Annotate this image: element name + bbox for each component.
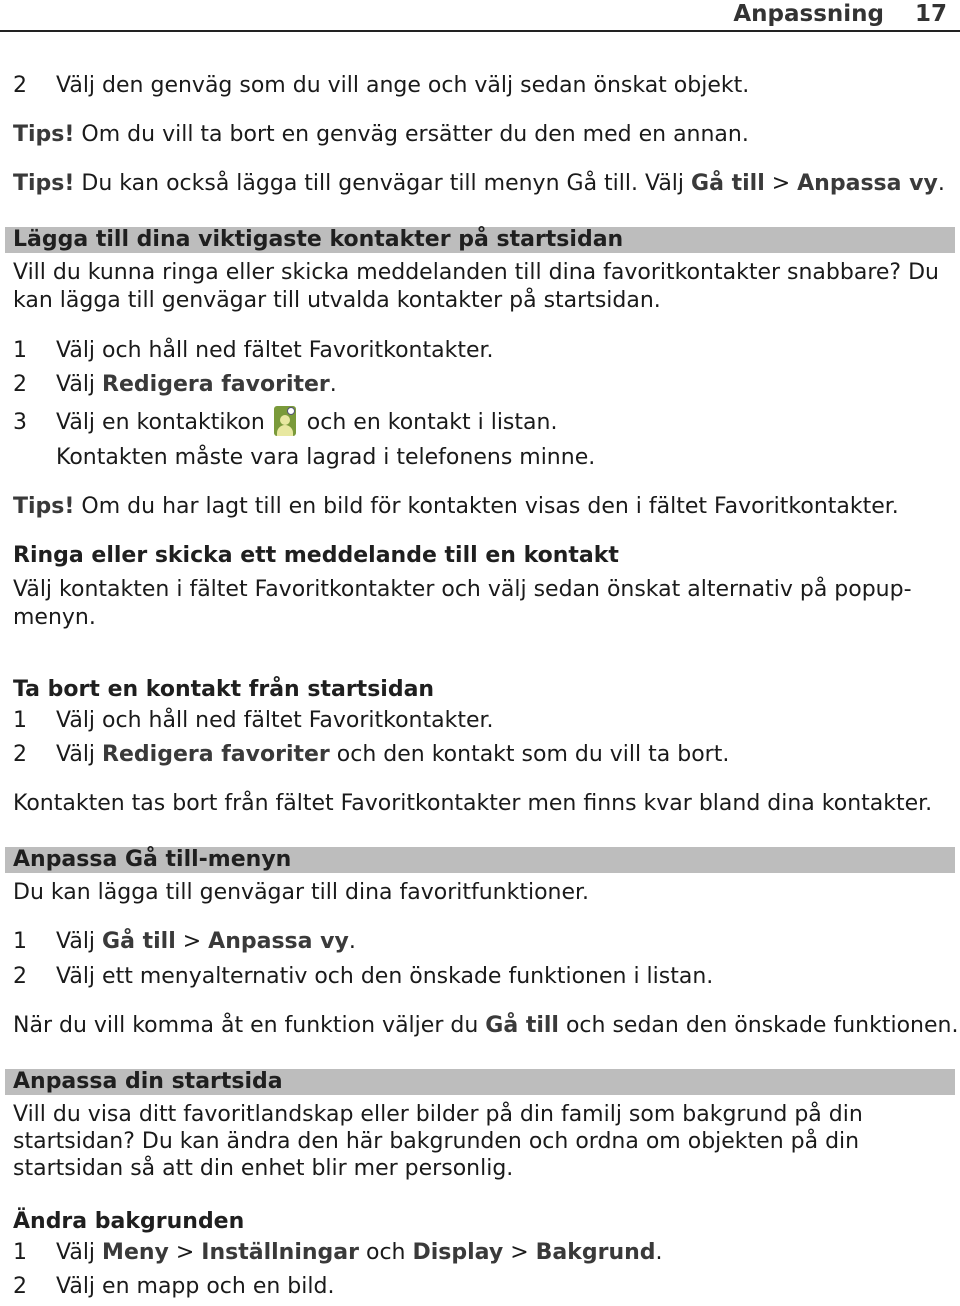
remove-step-2: [13, 741, 952, 769]
menu-option-edit-favorites: Redigera favoriter: [102, 742, 330, 767]
step-number: 2: [13, 73, 27, 98]
contacts-step-1: [13, 337, 952, 365]
tip-goto-shortcuts: [13, 170, 952, 198]
step-number: 1: [13, 1240, 27, 1265]
goto-intro-paragraph: Du kan lägga till genvägar till dina favoritfunktioner.: [13, 880, 590, 905]
step-number: 1: [13, 338, 27, 363]
step-text: och en kontakt i listan.: [299, 410, 558, 435]
step-number: 1: [13, 929, 27, 954]
step-text: Välj och håll ned fältet Favoritkontakter.: [56, 708, 494, 733]
home-paragraph: Vill du visa ditt favoritlandskap eller bilder på din familj som bakgrund på din startsidan? Du kan ändra den här bakgrunden och ordna om objekten på din startsidan så att din enhet blir mer personlig.: [13, 1102, 863, 1181]
menu-path-goto: Gå till: [102, 929, 176, 954]
step-text: och den kontakt som du vill ta bort.: [329, 742, 730, 767]
remove-step-1: [13, 707, 952, 735]
subheading-remove-contact: Ta bort en kontakt från startsidan: [13, 677, 435, 702]
subheading-call-contact: Ringa eller skicka ett meddelande till en kontakt: [13, 543, 619, 568]
call-paragraph: Välj kontakten i fältet Favoritkontakter och välj sedan önskat alternativ på popup-menyn.: [13, 577, 912, 630]
paragraph-text: När du vill komma åt en funktion väljer du: [13, 1013, 486, 1038]
page-header: [0, 0, 960, 32]
menu-path-customize-view: Anpassa vy: [797, 171, 938, 196]
step-number: 2: [13, 372, 27, 397]
path-separator: >: [503, 1240, 536, 1265]
step-text: Välj: [56, 742, 103, 767]
step-text: Välj en mapp och en bild.: [56, 1274, 335, 1299]
section-heading-home-screen: Anpassa din startsida: [5, 1069, 955, 1095]
step-text: och: [359, 1240, 413, 1265]
contacts-step-3: [13, 406, 952, 437]
menu-path-customize-view: Anpassa vy: [208, 929, 349, 954]
contacts-step-2: [13, 371, 952, 399]
menu-path-display: Display: [412, 1240, 504, 1265]
intro-step-2: [13, 72, 952, 100]
menu-path-background: Bakgrund: [535, 1240, 656, 1265]
remove-result-paragraph: Kontakten tas bort från fältet Favoritkontakter men finns kvar bland dina kontakter.: [13, 791, 933, 816]
contacts-intro-paragraph: Vill du kunna ringa eller skicka meddelanden till dina favoritkontakter snabbare? Du kan lägga till genvägar till utvalda kontakter på startsidan.: [13, 260, 939, 313]
tip-remove-shortcut: [13, 121, 952, 149]
period: .: [655, 1240, 663, 1265]
period: .: [329, 372, 337, 397]
step-text: Välj: [56, 929, 103, 954]
tip-contact-image: [13, 493, 952, 521]
header-section-title: Anpassning: [733, 1, 884, 27]
step-text: Välj: [56, 372, 103, 397]
step-text: Välj en kontaktikon: [56, 410, 272, 435]
path-separator: >: [175, 929, 209, 954]
goto-step-1: [13, 928, 952, 956]
path-separator: >: [764, 171, 798, 196]
period: .: [348, 929, 356, 954]
contact-icon: [274, 406, 296, 436]
page-number: 17: [914, 1, 947, 27]
menu-path-goto: Gå till: [485, 1013, 559, 1038]
tip-label: Tips!: [13, 494, 75, 519]
goto-step-2: [13, 963, 952, 991]
tip-text: Du kan också lägga till genvägar till menyn Gå till. Välj: [74, 171, 692, 196]
period: .: [937, 171, 945, 196]
menu-option-edit-favorites: Redigera favoriter: [102, 372, 330, 397]
step-text: Välj ett menyalternativ och den önskade funktionen i listan.: [56, 964, 714, 989]
step-text: Välj och håll ned fältet Favoritkontakter.: [56, 338, 494, 363]
step-number: 2: [13, 1274, 27, 1299]
section-heading-contacts: Lägga till dina viktigaste kontakter på startsidan: [5, 227, 955, 253]
goto-usage-paragraph: [13, 1012, 959, 1040]
background-step-1: [13, 1239, 952, 1267]
menu-path-settings: Inställningar: [201, 1240, 359, 1265]
step-number: 2: [13, 964, 27, 989]
tip-label: Tips!: [13, 171, 75, 196]
menu-path-goto: Gå till: [691, 171, 765, 196]
background-step-2: [13, 1273, 952, 1301]
path-separator: >: [168, 1240, 202, 1265]
tip-text: Om du har lagt till en bild för kontakten visas den i fältet Favoritkontakter.: [74, 494, 899, 519]
section-heading-goto-menu: Anpassa Gå till-menyn: [5, 847, 955, 873]
menu-path-menu: Meny: [102, 1240, 169, 1265]
step-number: 2: [13, 742, 27, 767]
step-number: 1: [13, 708, 27, 733]
tip-text: Om du vill ta bort en genväg ersätter du den med en annan.: [74, 122, 749, 147]
paragraph-text: och sedan den önskade funktionen.: [558, 1013, 959, 1038]
step-text: Välj: [56, 1240, 103, 1265]
step-text: Välj den genväg som du vill ange och välj sedan önskat objekt.: [56, 73, 750, 98]
step-number: 3: [13, 410, 27, 435]
tip-label: Tips!: [13, 122, 75, 147]
contacts-step-3-note: Kontakten måste vara lagrad i telefonens minne.: [56, 445, 596, 470]
subheading-change-background: Ändra bakgrunden: [13, 1209, 245, 1234]
